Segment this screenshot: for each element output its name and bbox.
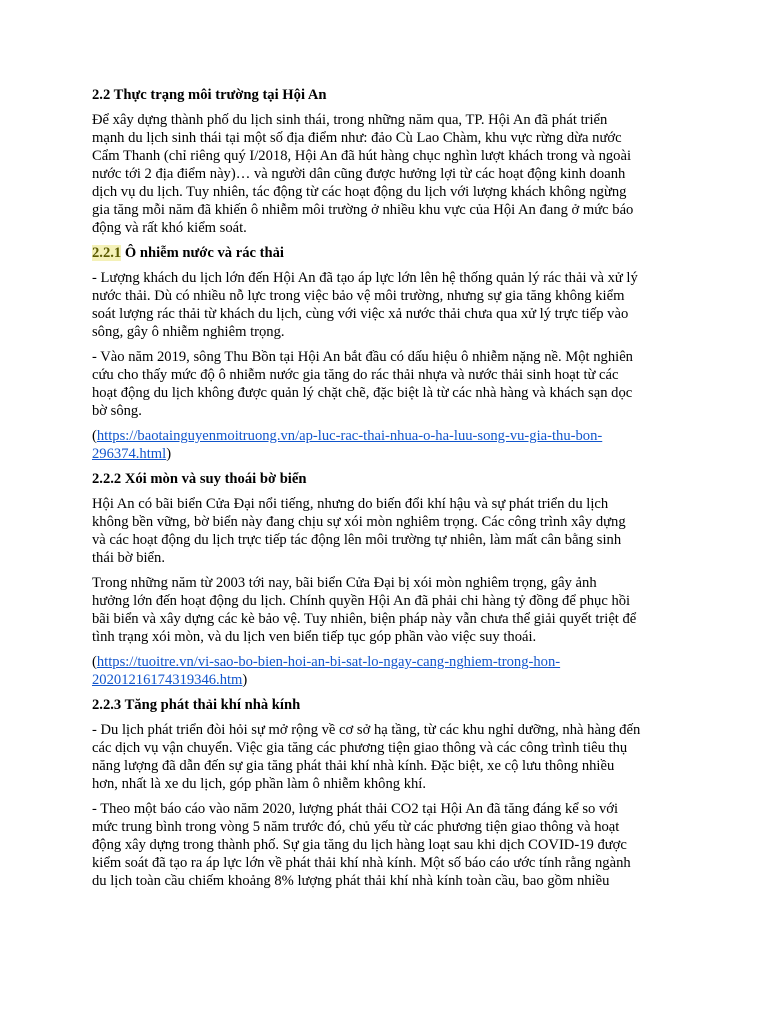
subsection-2-2-1-title: Ô nhiễm nước và rác thải — [121, 245, 284, 261]
s221-reference — [92, 427, 682, 463]
section-title: 2.2 Thực trạng môi trường tại Hội An — [92, 87, 327, 103]
s222-reference-link[interactable] — [92, 654, 560, 688]
subsection-2-2-2-title: 2.2.2 Xói mòn và suy thoái bờ biển — [92, 471, 307, 487]
s221-link-line-1: https://baotainguyenmoitruong.vn/ap-luc-rac-thai-nhua-o-ha-luu-song-vu-gia-thu-bon- — [96, 428, 603, 444]
s222-paragraph-1: Hội An có bãi biển Cửa Đại nổi tiếng, nhưng do biến đổi khí hậu và sự phát triển du lịch không bền vững, bờ biển này đang chịu sự xói mòn nghiêm trọng. Các công trình xây dựng và các hoạt động du lịch trực tiếp tác động lên môi trường tự nhiên, làm mất cân bằng sinh thái bờ biển. — [92, 496, 626, 566]
s221-paragraph-1: - Lượng khách du lịch lớn đến Hội An đã tạo áp lực lớn lên hệ thống quản lý rác thải và xử lý nước thải. Dù có nhiều nỗ lực trong việc bảo vệ môi trường, nhưng sự gia tăng không kiểm soát lượng rác thải từ khách du lịch, cùng với việc xả nước thải chưa qua xử lý trực tiếp vào sông, gây ô nhiễm nghiêm trọng. — [92, 270, 638, 340]
ref-open-paren: ( — [92, 654, 97, 670]
subsection-2-2-3-title: 2.2.3 Tăng phát thải khí nhà kính — [92, 697, 301, 713]
s222-paragraph-2: Trong những năm từ 2003 tới nay, bãi biển Cửa Đại bị xói mòn nghiêm trọng, gây ảnh hưởng lớn đến hoạt động du lịch. Chính quyền Hội An đã phải chi hàng tỷ đồng để phục hồi bãi biển và xây dựng các kè bảo vệ. Tuy nhiên, biện pháp này vẫn chưa thể giải quyết triệt để tình trạng xói mòn, và du lịch ven biển tiếp tục góp phần vào việc suy thoái. — [92, 575, 637, 645]
s222-link-line-1: https://tuoitre.vn/vi-sao-bo-bien-hoi-an-bi-sat-lo-ngay-cang-nghiem-trong-hon- — [96, 654, 561, 670]
s221-paragraph-2: - Vào năm 2019, sông Thu Bồn tại Hội An bắt đầu có dấu hiệu ô nhiễm nặng nề. Một nghiên cứu cho thấy mức độ ô nhiễm nước gia tăng do rác thải nhựa và nước thải sinh hoạt từ các hoạt động du lịch không được quản lý chặt chẽ, đặc biệt là từ các nhà hàng và khách sạn dọc bờ sông. — [92, 349, 633, 419]
subsection-number-highlight: 2.2.1 — [92, 245, 122, 261]
s223-paragraph-2: - Theo một báo cáo vào năm 2020, lượng phát thải CO2 tại Hội An đã tăng đáng kể so với mức trung bình trong vòng 5 năm trước đó, chủ yếu từ các phương tiện giao thông và hoạt động xây dựng trong thành phố. Sự gia tăng du lịch hàng loạt sau khi dịch COVID-19 được kiểm soát đã tạo ra áp lực lớn về phát thải khí nhà kính. Một số báo cáo ước tính rằng ngành du lịch toàn cầu chiếm khoảng 8% lượng phát thải khí nhà kính toàn cầu, bao gồm nhiều — [92, 801, 631, 889]
ref-close-paren: ) — [242, 672, 248, 688]
document-page — [92, 86, 682, 897]
s222-link-line-2: 20201216174319346.htm — [92, 672, 243, 688]
ref-open-paren: ( — [92, 428, 97, 444]
subsection-2-2-1-heading — [92, 244, 682, 262]
ref-close-paren: ) — [166, 446, 172, 462]
s221-link-line-2: 296374.html — [92, 446, 167, 462]
intro-paragraph: Để xây dựng thành phố du lịch sinh thái, trong những năm qua, TP. Hội An đã phát triển mạnh du lịch sinh thái tại một số địa điểm như: đảo Cù Lao Chàm, khu vực rừng dừa nước Cẩm Thanh (chỉ riêng quý I/2018, Hội An đã hút hàng chục nghìn lượt khách trong và ngoài nước tới 2 địa điểm này)… và người dân cũng được hưởng lợi từ các hoạt động kinh doanh dịch vụ du lịch. Tuy nhiên, tác động từ các hoạt động du lịch với lượng khách không ngừng gia tăng mỗi năm đã khiến ô nhiễm môi trường ở nhiều khu vực của Hội An đang ở mức báo động và rất khó kiểm soát. — [92, 112, 634, 236]
s223-paragraph-1: - Du lịch phát triển đòi hỏi sự mở rộng về cơ sở hạ tầng, từ các khu nghỉ dưỡng, nhà hàng đến các dịch vụ vận chuyển. Việc gia tăng các phương tiện giao thông và các công trình tiêu thụ năng lượng đã dẫn đến sự gia tăng phát thải khí nhà kính. Đặc biệt, xe cộ lưu thông nhiều hơn, nhất là xe du lịch, góp phần làm ô nhiễm không khí. — [92, 722, 641, 792]
s222-reference — [92, 653, 682, 689]
